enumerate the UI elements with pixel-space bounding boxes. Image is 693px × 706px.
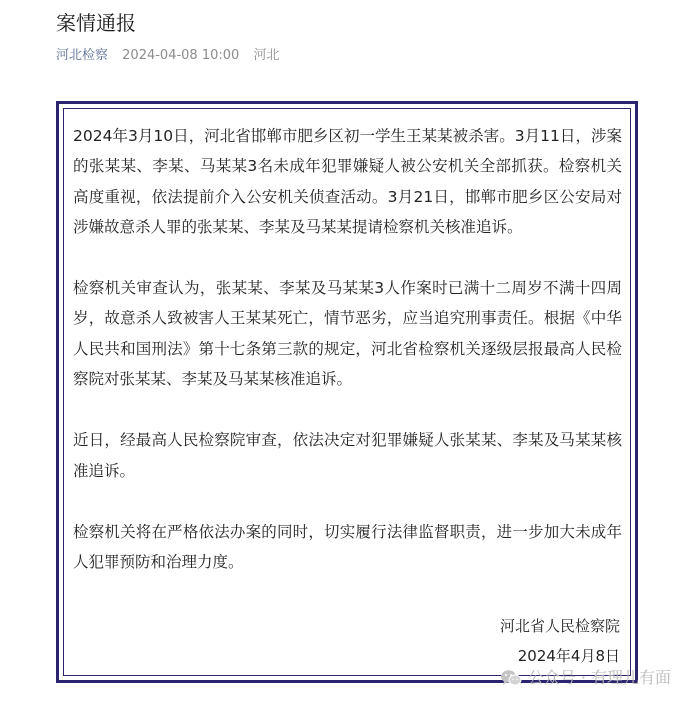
- publish-location: 河北: [253, 48, 280, 63]
- paragraph-4: 检察机关将在严格依法办案的同时，切实履行法律监督职责，进一步加大未成年人犯罪预防和治理力度。: [73, 522, 622, 572]
- signature-date: 2024年4月8日: [517, 647, 620, 665]
- wechat-icon: [500, 669, 522, 687]
- watermark-text: 公众号 · 有理儿有面: [527, 668, 671, 687]
- notice-frame-inner: [63, 108, 631, 676]
- paragraph-1: 2024年3月10日，河北省邯郸市肥乡区初一学生王某某被杀害。3月11日，涉案的张某某、李某、马某某3名未成年犯罪嫌疑人被公安机关全部抓获。检察机关高度重视，依法提前介入公安机关侦查活动。3月21日，邯郸市肥乡区公安局对涉嫌故意杀人罪的张某某、李某及马某某提请检察机关核准追诉。: [73, 127, 622, 236]
- watermark: [500, 666, 671, 690]
- publish-time: 2024-04-08 10:00: [122, 48, 240, 63]
- paragraph-3: 近日，经最高人民检察院审查，依法决定对犯罪嫌疑人张某某、李某及马某某核准追诉。: [73, 431, 622, 480]
- page-title: 案情通报: [56, 11, 136, 35]
- paragraph-2: 检察机关审查认为，张某某、李某及马某某3人作案时已满十二周岁不满十四周岁，故意杀人致被害人王某某死亡，情节恶劣，应当追究刑事责任。根据《中华人民共和国刑法》第十七条第三款的规定，河北省检察机关逐级层报最高人民检察院对张某某、李某及马某某核准追诉。: [73, 279, 622, 389]
- account-name-link[interactable]: 河北检察: [56, 48, 109, 63]
- signature-org: 河北省人民检察院: [499, 617, 620, 635]
- notice-frame: [56, 101, 638, 683]
- signature-block: [500, 611, 620, 671]
- article-meta: [56, 46, 279, 66]
